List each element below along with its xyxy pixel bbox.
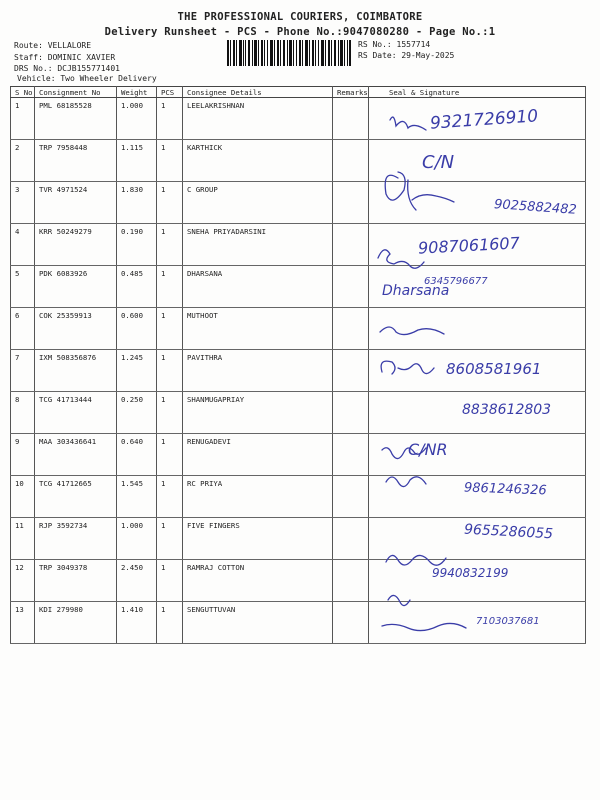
cell-remarks — [333, 560, 369, 602]
cell-weight: 1.830 — [117, 182, 157, 224]
handwritten-note: 9025882482 — [493, 197, 578, 218]
handwritten-note: 8838612803 — [462, 402, 552, 418]
cell-remarks — [333, 140, 369, 182]
handwritten-note: 6345796677 — [424, 276, 488, 287]
cell-consignee: SHANMUGAPRIAY — [183, 392, 333, 434]
cell-sno: 1 — [11, 98, 35, 140]
cell-consignee: LEELAKRISHNAN — [183, 98, 333, 140]
cell-consignment: TCG 41713444 — [35, 392, 117, 434]
col-header-consignment: Consignment No — [35, 87, 117, 98]
cell-sno: 4 — [11, 224, 35, 266]
cell-sno: 11 — [11, 518, 35, 560]
cell-sno: 10 — [11, 476, 35, 518]
cell-pcs: 1 — [157, 560, 183, 602]
handwritten-note: 9655286055 — [463, 521, 554, 543]
cell-consignment: KRR 50249279 — [35, 224, 117, 266]
cell-weight: 2.450 — [117, 560, 157, 602]
cell-weight: 1.000 — [117, 98, 157, 140]
cell-weight: 1.245 — [117, 350, 157, 392]
cell-consignee: KARTHICK — [183, 140, 333, 182]
staff-label: Staff: DOMINIC XAVIER — [14, 53, 116, 62]
cell-remarks — [333, 98, 369, 140]
col-header-pcs: PCS — [157, 87, 183, 98]
cell-pcs: 1 — [157, 182, 183, 224]
cell-remarks — [333, 224, 369, 266]
handwritten-note: 9087061607 — [417, 233, 521, 258]
cell-consignment: PML 68185528 — [35, 98, 117, 140]
col-header-signature: Seal & Signature — [369, 87, 586, 98]
cell-consignment: COK 25359913 — [35, 308, 117, 350]
cell-remarks — [333, 182, 369, 224]
cell-consignment: IXM 508356876 — [35, 350, 117, 392]
col-header-weight: Weight — [117, 87, 157, 98]
cell-consignee: SENGUTTUVAN — [183, 602, 333, 644]
cell-sno: 13 — [11, 602, 35, 644]
cell-consignment: RJP 3592734 — [35, 518, 117, 560]
route-label: Route: VELLALORE — [14, 41, 92, 50]
cell-pcs: 1 — [157, 308, 183, 350]
cell-consignee: RENUGADEVI — [183, 434, 333, 476]
company-title: THE PROFESSIONAL COURIERS, COIMBATORE — [177, 11, 423, 23]
vehicle-label: Vehicle: Two Wheeler Delivery — [17, 74, 157, 83]
cell-consignee: PAVITHRA — [183, 350, 333, 392]
handwritten-note: 9321726910 — [429, 106, 539, 134]
cell-consignee: MUTHOOT — [183, 308, 333, 350]
cell-consignee: RC PRIYA — [183, 476, 333, 518]
cell-pcs: 1 — [157, 518, 183, 560]
handwritten-note: 9940832199 — [432, 566, 509, 580]
signature-scribbles — [368, 100, 588, 640]
cell-consignee: SNEHA PRIYADARSINI — [183, 224, 333, 266]
cell-consignee: RAMRAJ COTTON — [183, 560, 333, 602]
cell-pcs: 1 — [157, 350, 183, 392]
cell-pcs: 1 — [157, 602, 183, 644]
rs-date: RS Date: 29-May-2025 — [358, 51, 455, 60]
cell-sno: 9 — [11, 434, 35, 476]
cell-weight: 1.545 — [117, 476, 157, 518]
cell-remarks — [333, 602, 369, 644]
cell-sno: 6 — [11, 308, 35, 350]
cell-sno: 8 — [11, 392, 35, 434]
cell-consignment: TRP 7958448 — [35, 140, 117, 182]
cell-pcs: 1 — [157, 140, 183, 182]
handwritten-note: C/NR — [408, 440, 448, 459]
cell-consignment: MAA 303436641 — [35, 434, 117, 476]
cell-sno: 12 — [11, 560, 35, 602]
cell-consignee: FIVE FINGERS — [183, 518, 333, 560]
cell-consignee: C GROUP — [183, 182, 333, 224]
cell-remarks — [333, 392, 369, 434]
handwritten-note: C/N — [422, 152, 455, 173]
cell-weight: 1.410 — [117, 602, 157, 644]
cell-remarks — [333, 266, 369, 308]
cell-weight: 0.640 — [117, 434, 157, 476]
cell-sno: 7 — [11, 350, 35, 392]
cell-remarks — [333, 434, 369, 476]
handwritten-note: 8608581961 — [446, 360, 542, 378]
cell-pcs: 1 — [157, 266, 183, 308]
cell-remarks — [333, 476, 369, 518]
col-header-consignee: Consignee Details — [183, 87, 333, 98]
handwritten-note: 9861246326 — [463, 480, 547, 499]
cell-consignee: DHARSANA — [183, 266, 333, 308]
cell-pcs: 1 — [157, 98, 183, 140]
cell-pcs: 1 — [157, 476, 183, 518]
cell-weight: 0.485 — [117, 266, 157, 308]
handwritten-note: Dharsana — [382, 283, 450, 299]
cell-sno: 3 — [11, 182, 35, 224]
cell-consignment: KDI 279980 — [35, 602, 117, 644]
cell-sno: 2 — [11, 140, 35, 182]
cell-consignment: TVR 4971524 — [35, 182, 117, 224]
cell-weight: 0.600 — [117, 308, 157, 350]
cell-consignment: PDK 6083926 — [35, 266, 117, 308]
cell-remarks — [333, 308, 369, 350]
barcode-graphic — [227, 40, 351, 66]
cell-pcs: 1 — [157, 392, 183, 434]
runsheet-subtitle: Delivery Runsheet - PCS - Phone No.:9047080280 - Page No.:1 — [104, 26, 496, 38]
cell-remarks — [333, 350, 369, 392]
cell-consignment: TRP 3049378 — [35, 560, 117, 602]
handwritten-note: 7103037681 — [476, 616, 540, 627]
cell-pcs: 1 — [157, 434, 183, 476]
col-header-sno: S No — [11, 87, 35, 98]
cell-weight: 0.190 — [117, 224, 157, 266]
drs-number: DRS No.: DCJB155771401 — [14, 64, 120, 73]
cell-weight: 1.115 — [117, 140, 157, 182]
table-header-row — [11, 87, 586, 98]
rs-number: RS No.: 1557714 — [358, 40, 431, 49]
cell-remarks — [333, 518, 369, 560]
cell-weight: 1.000 — [117, 518, 157, 560]
col-header-remarks: Remarks — [333, 87, 369, 98]
cell-consignment: TCG 41712665 — [35, 476, 117, 518]
cell-pcs: 1 — [157, 224, 183, 266]
cell-sno: 5 — [11, 266, 35, 308]
cell-weight: 0.250 — [117, 392, 157, 434]
